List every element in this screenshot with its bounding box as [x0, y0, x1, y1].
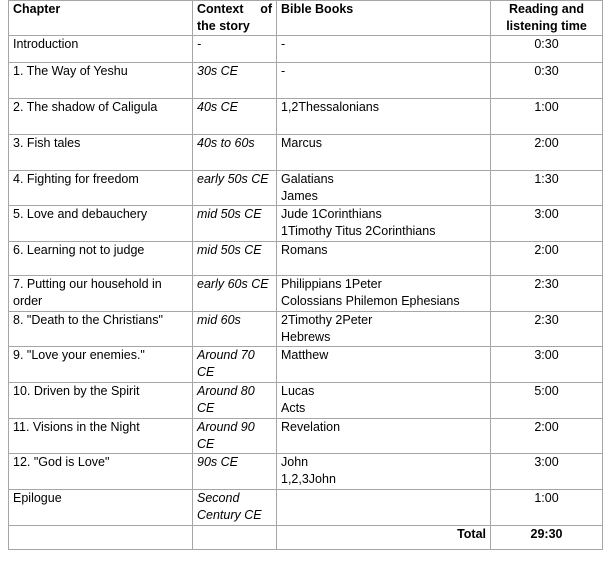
- books-cell-line: Matthew: [281, 348, 329, 362]
- time-cell: 3:00: [491, 206, 603, 242]
- books-cell-line: Galatians: [281, 172, 334, 186]
- context-cell: [193, 135, 277, 171]
- context-cell-line: early 60s CE: [197, 277, 269, 291]
- context-cell: [193, 312, 277, 347]
- chapter-cell-line: 8. "Death to the Christians": [13, 313, 163, 327]
- time-cell: 1:00: [491, 490, 603, 526]
- context-cell-line: Around 70: [197, 348, 255, 362]
- books-cell-line: Jude 1Corinthians: [281, 207, 382, 221]
- total-label: Total: [277, 526, 491, 550]
- context-cell: [193, 454, 277, 490]
- context-cell-line: Around 90: [197, 420, 255, 434]
- books-cell: [277, 36, 491, 63]
- time-cell: 2:00: [491, 135, 603, 171]
- context-cell: [193, 99, 277, 135]
- context-cell-line: Second: [197, 491, 240, 505]
- time-cell: 3:00: [491, 347, 603, 383]
- header-context-line2: the story: [197, 19, 250, 33]
- total-empty-1: [9, 526, 193, 550]
- chapter-cell-line: 9. "Love your enemies.": [13, 348, 145, 362]
- context-cell: [193, 63, 277, 99]
- books-cell: [277, 312, 491, 347]
- header-context-line1: Context of: [197, 2, 272, 16]
- time-cell: 3:00: [491, 454, 603, 490]
- chapter-cell: [9, 206, 193, 242]
- table-row: [9, 347, 603, 383]
- context-cell-line: 30s CE: [197, 64, 238, 78]
- chapter-cell-line: Introduction: [13, 37, 79, 51]
- chapter-cell: [9, 312, 193, 347]
- reading-plan-table-container: [8, 0, 603, 550]
- books-cell: [277, 276, 491, 312]
- chapter-cell-line: 3. Fish tales: [13, 136, 81, 150]
- table-row: [9, 490, 603, 526]
- books-cell: [277, 63, 491, 99]
- table-row: [9, 135, 603, 171]
- context-cell-line: mid 50s CE: [197, 207, 262, 221]
- books-cell-line: Marcus: [281, 136, 322, 150]
- books-cell-line: Lucas: [281, 384, 315, 398]
- table-row: [9, 206, 603, 242]
- books-cell-line: 1,2Thessalonians: [281, 100, 379, 114]
- books-cell-line: -: [281, 37, 286, 51]
- table-row: [9, 36, 603, 63]
- books-cell-line: John: [281, 455, 309, 469]
- chapter-cell-line: 1. The Way of Yeshu: [13, 64, 128, 78]
- time-cell: 2:00: [491, 242, 603, 276]
- total-empty-2: [193, 526, 277, 550]
- header-books: Bible Books: [277, 1, 491, 36]
- chapter-cell-line: 2. The shadow of Caligula: [13, 100, 158, 114]
- books-cell: [277, 242, 491, 276]
- chapter-cell: [9, 99, 193, 135]
- table-row: [9, 171, 603, 206]
- total-value: 29:30: [491, 526, 603, 550]
- context-cell: [193, 383, 277, 419]
- time-cell: 2:00: [491, 419, 603, 454]
- books-cell-line: Revelation: [281, 420, 341, 434]
- chapter-cell: [9, 276, 193, 312]
- context-cell-line: early 50s CE: [197, 172, 269, 186]
- context-cell: [193, 36, 277, 63]
- books-cell: [277, 171, 491, 206]
- chapter-cell: [9, 419, 193, 454]
- context-cell-line: -: [197, 37, 202, 51]
- header-context: [193, 1, 277, 36]
- table-row: [9, 99, 603, 135]
- books-cell: [277, 206, 491, 242]
- chapter-cell-line: 4. Fighting for freedom: [13, 172, 139, 186]
- context-cell: [193, 171, 277, 206]
- time-cell: 2:30: [491, 276, 603, 312]
- context-cell-line: CE: [197, 365, 215, 379]
- time-cell: 2:30: [491, 312, 603, 347]
- chapter-cell: [9, 490, 193, 526]
- table-row: [9, 63, 603, 99]
- books-cell-line: James: [281, 189, 318, 203]
- books-cell: [277, 419, 491, 454]
- context-cell-line: mid 60s: [197, 313, 241, 327]
- context-cell-line: CE: [197, 401, 215, 415]
- chapter-cell-line: 7. Putting our household in: [13, 277, 162, 291]
- table-row: [9, 276, 603, 312]
- chapter-cell: [9, 347, 193, 383]
- chapter-cell-line: 11. Visions in the Night: [13, 420, 140, 434]
- context-cell-line: 40s CE: [197, 100, 238, 114]
- chapter-cell: [9, 383, 193, 419]
- books-cell: [277, 99, 491, 135]
- table-row: [9, 454, 603, 490]
- books-cell: [277, 490, 491, 526]
- context-cell: [193, 490, 277, 526]
- books-cell-line: 1Timothy Titus 2Corinthians: [281, 224, 436, 238]
- books-cell-line: Romans: [281, 243, 328, 257]
- context-cell-line: 90s CE: [197, 455, 238, 469]
- header-time-line1: Reading and: [508, 2, 584, 16]
- table-row: [9, 383, 603, 419]
- context-cell-line: Century CE: [197, 508, 262, 522]
- context-cell: [193, 206, 277, 242]
- context-cell: [193, 276, 277, 312]
- total-row: [9, 526, 603, 550]
- books-cell: [277, 135, 491, 171]
- books-cell: [277, 347, 491, 383]
- chapter-cell: [9, 63, 193, 99]
- chapter-cell-line: 6. Learning not to judge: [13, 243, 145, 257]
- chapter-cell-line: 5. Love and debauchery: [13, 207, 148, 221]
- table-row: [9, 312, 603, 347]
- header-row: [9, 1, 603, 36]
- books-cell-line: Hebrews: [281, 330, 331, 344]
- header-time-line2: listening time: [506, 19, 587, 33]
- context-cell: [193, 242, 277, 276]
- chapter-cell-line: 12. "God is Love": [13, 455, 110, 469]
- context-cell-line: mid 50s CE: [197, 243, 262, 257]
- header-time: [491, 1, 603, 36]
- books-cell-line: 2Timothy 2Peter: [281, 313, 373, 327]
- time-cell: 0:30: [491, 36, 603, 63]
- context-cell-line: CE: [197, 437, 215, 451]
- chapter-cell-line: Epilogue: [13, 491, 62, 505]
- books-cell: [277, 454, 491, 490]
- books-cell: [277, 383, 491, 419]
- chapter-cell-line: order: [13, 294, 43, 308]
- time-cell: 1:00: [491, 99, 603, 135]
- time-cell: 5:00: [491, 383, 603, 419]
- time-cell: 1:30: [491, 171, 603, 206]
- books-cell-line: 1,2,3John: [281, 472, 336, 486]
- chapter-cell: [9, 454, 193, 490]
- context-cell: [193, 419, 277, 454]
- table-row: [9, 419, 603, 454]
- books-cell-line: Acts: [281, 401, 306, 415]
- context-cell-line: Around 80: [197, 384, 255, 398]
- books-cell-line: -: [281, 64, 286, 78]
- chapter-cell: [9, 36, 193, 63]
- books-cell-line: Philippians 1Peter: [281, 277, 382, 291]
- chapter-cell: [9, 171, 193, 206]
- context-cell: [193, 347, 277, 383]
- header-chapter: Chapter: [9, 1, 193, 36]
- chapter-cell: [9, 135, 193, 171]
- time-cell: 0:30: [491, 63, 603, 99]
- chapter-cell-line: 10. Driven by the Spirit: [13, 384, 140, 398]
- context-cell-line: 40s to 60s: [197, 136, 255, 150]
- books-cell-line: Colossians Philemon Ephesians: [281, 294, 460, 308]
- reading-plan-table: [8, 0, 603, 550]
- table-row: [9, 242, 603, 276]
- chapter-cell: [9, 242, 193, 276]
